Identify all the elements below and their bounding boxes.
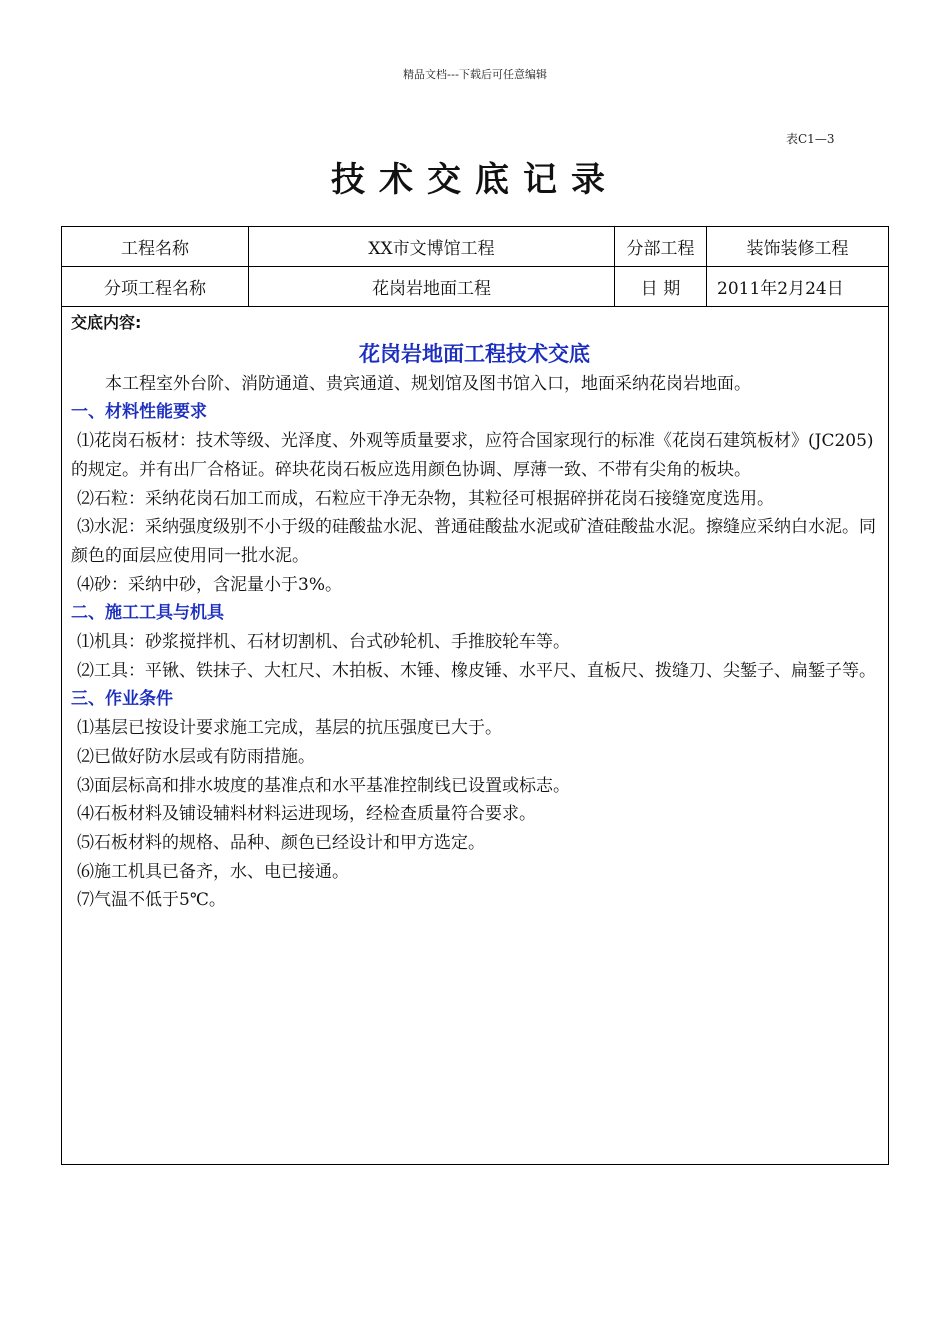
list-item: ⑴基层已按设计要求施工完成，基层的抗压强度已大于。 bbox=[77, 718, 502, 739]
list-item: ⑺气温不低于5℃。 bbox=[77, 890, 226, 911]
list-item: ⑶水泥：采纳强度级别不小于级的硅酸盐水泥、普通硅酸盐水泥或矿渣硅酸盐水泥。擦缝应采纳白水泥。同颜色的面层应使用同一批水泥。 bbox=[71, 517, 876, 566]
list-item: ⑸石板材料的规格、品种、颜色已经设计和甲方选定。 bbox=[77, 832, 485, 853]
section-heading-conditions: 三、作业条件 bbox=[71, 689, 173, 710]
list-item: ⑴花岗石板材：技术等级、光泽度、外观等质量要求，应符合国家现行的标准《花岗石建筑板材》(JC205)的规定。并有出厂合格证。碎块花岗石板应选用颜色协调、厚薄一致、不带有尖角的板块。 bbox=[71, 431, 874, 480]
list-item: ⑴机具：砂浆搅拌机、石材切割机、台式砂轮机、手推胶轮车等。 bbox=[77, 632, 570, 653]
form-code: 表C1—3 bbox=[786, 132, 835, 146]
list-item: ⑹施工机具已备齐，水、电已接通。 bbox=[77, 861, 349, 882]
list-item: ⑵石粒：采纳花岗石加工而成，石粒应干净无杂物，其粒径可根据碎拼花岗石接缝宽度选用。 bbox=[77, 488, 774, 509]
subitem-value: 花岗岩地面工程 bbox=[249, 267, 615, 306]
info-row-1 bbox=[62, 227, 888, 267]
division-label: 分部工程 bbox=[615, 227, 707, 266]
header-note: 精品文档---下载后可任意编辑 bbox=[403, 68, 547, 81]
page-title: 技术交底记录 bbox=[331, 160, 619, 200]
list-item: ⑶面层标高和排水坡度的基准点和水平基准控制线已设置或标志。 bbox=[77, 775, 570, 796]
record-table bbox=[61, 226, 889, 1165]
content-label: 交底内容: bbox=[71, 313, 142, 332]
info-row-2 bbox=[62, 267, 888, 307]
project-name-value: XX市文博馆工程 bbox=[249, 227, 615, 266]
section-heading-tools: 二、施工工具与机具 bbox=[71, 603, 224, 624]
content-area bbox=[62, 307, 888, 915]
date-label: 日 期 bbox=[615, 267, 707, 306]
list-item: ⑵已做好防水层或有防雨措施。 bbox=[77, 746, 315, 767]
list-item: ⑷砂：采纳中砂，含泥量小于3%。 bbox=[77, 574, 342, 595]
division-value: 装饰装修工程 bbox=[746, 239, 849, 259]
date-value: 2011年2月24日 bbox=[717, 279, 844, 299]
project-name-label: 工程名称 bbox=[62, 227, 249, 266]
subitem-label: 分项工程名称 bbox=[62, 267, 249, 306]
section-heading-materials: 一、材料性能要求 bbox=[71, 402, 207, 423]
list-item: ⑷石板材料及铺设辅料材料运进现场，经检查质量符合要求。 bbox=[77, 804, 536, 825]
list-item: ⑵工具：平锹、铁抹子、大杠尺、木拍板、木锤、橡皮锤、水平尺、直板尺、拨缝刀、尖錾子、扁錾子等。 bbox=[77, 660, 876, 681]
intro-paragraph: 本工程室外台阶、消防通道、贵宾通道、规划馆及图书馆入口，地面采纳花岗岩地面。 bbox=[105, 373, 751, 394]
content-subtitle: 花岗岩地面工程技术交底 bbox=[359, 341, 590, 366]
